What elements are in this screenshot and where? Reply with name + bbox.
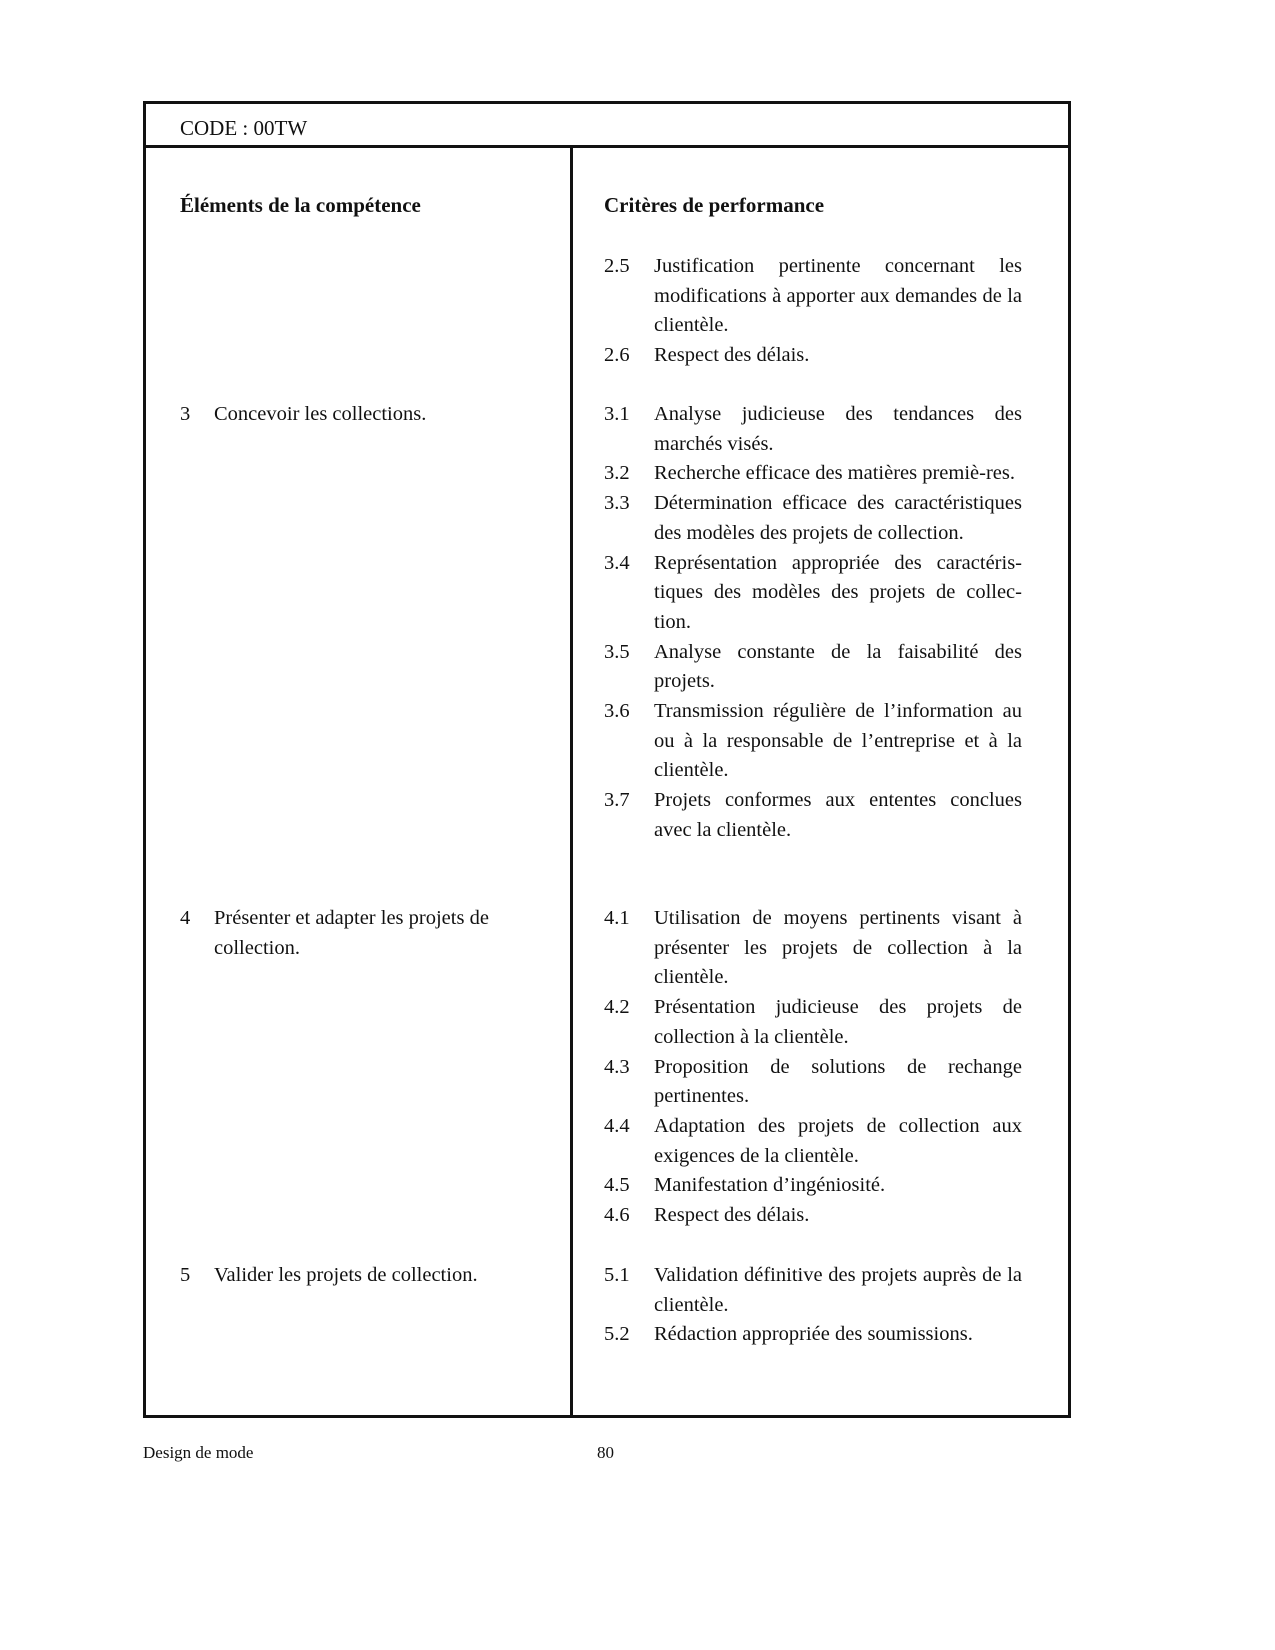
criterion-item [604,341,1022,371]
criterion-text: Respect des délais. [654,1204,810,1227]
criterion-item [604,459,1022,489]
criteria-list [604,400,1022,846]
criterion-item [604,993,1022,1052]
criterion-number: 3.1 [604,403,630,425]
criterion-number: 4.5 [604,1174,630,1197]
criterion-item [604,1112,1022,1171]
criterion-text: Recherche efficace des matières premiè-res. [654,462,1016,485]
criterion-number: 3.5 [604,640,630,663]
criterion-number: 2.5 [604,255,630,277]
criterion-item [604,1201,1022,1231]
elements-heading: Éléments de la compétence [180,193,421,217]
criterion-number: 3.2 [604,462,630,485]
criterion-text: Représentation appropriée des caractéris-tiques des modèles des projets de collec-tion. [654,551,1022,633]
footer-title: Design de mode [143,1443,254,1462]
criteria-list [604,904,1022,1231]
criterion-number: 4.4 [604,1114,630,1137]
criterion-item [604,786,1022,845]
criterion-text: Manifestation d’ingéniosité. [654,1174,886,1197]
element-number: 5 [180,1264,191,1286]
page-number: 80 [597,1443,614,1462]
criterion-number: 4.3 [604,1055,630,1078]
element-item [180,904,540,963]
criterion-text: Respect des délais. [654,344,810,367]
criterion-number: 3.4 [604,551,630,574]
criterion-number: 2.6 [604,344,630,367]
criterion-text: Analyse constante de la faisabilité des projets. [654,640,1022,693]
criteria-list [604,1261,1022,1350]
column-divider [570,147,573,1415]
criterion-number: 4.1 [604,907,630,929]
criterion-item [604,400,1022,459]
criterion-text: Détermination efficace des caractéristiques des modèles des projets de collection. [654,492,1022,544]
criteria-list [604,252,1022,371]
code-label: CODE : 00TW [180,116,308,140]
criterion-item [604,1053,1022,1112]
criterion-text: Présentation judicieuse des projets de collection à la clientèle. [654,996,1022,1048]
element-text: Valider les projets de collection. [214,1264,478,1286]
element-text: Présenter et adapter les projets de collection. [214,907,489,959]
element-item [180,400,540,430]
criterion-item [604,1171,1022,1201]
criterion-text: Proposition de solutions de rechange pertinentes. [654,1055,1022,1108]
element-number: 4 [180,907,191,929]
criterion-number: 4.6 [604,1204,630,1227]
criteria-heading: Critères de performance [604,193,825,217]
criterion-text: Adaptation des projets de collection aux exigences de la clientèle. [654,1114,1022,1167]
criterion-number: 3.3 [604,492,630,515]
element-text: Concevoir les collections. [214,403,427,425]
criterion-item [604,252,1022,341]
criterion-item [604,489,1022,548]
criterion-item [604,697,1022,786]
criterion-text: Justification pertinente concernant les modifications à apporter aux demandes de la clientèle. [654,255,1022,337]
criterion-text: Rédaction appropriée des soumissions. [654,1323,973,1346]
criterion-number: 3.7 [604,789,630,812]
criterion-text: Validation définitive des projets auprès de la clientèle. [654,1264,1022,1316]
criterion-text: Utilisation de moyens pertinents visant à présenter les projets de collection à la clientèle. [654,907,1022,989]
criterion-item [604,1261,1022,1320]
criterion-number: 4.2 [604,996,630,1019]
element-item [180,1261,540,1291]
criterion-item [604,1320,1022,1350]
criterion-number: 5.1 [604,1264,630,1286]
criterion-item [604,638,1022,697]
criterion-number: 5.2 [604,1323,630,1346]
header-divider [143,145,1071,148]
criterion-item [604,904,1022,993]
element-number: 3 [180,403,191,425]
criterion-text: Transmission régulière de l’information au ou à la responsable de l’entreprise et à la clientèle. [654,700,1022,782]
criterion-number: 3.6 [604,700,630,723]
criterion-text: Projets conformes aux ententes conclues avec la clientèle. [654,789,1022,841]
criterion-item [604,549,1022,638]
criterion-text: Analyse judicieuse des tendances des marchés visés. [654,403,1022,455]
